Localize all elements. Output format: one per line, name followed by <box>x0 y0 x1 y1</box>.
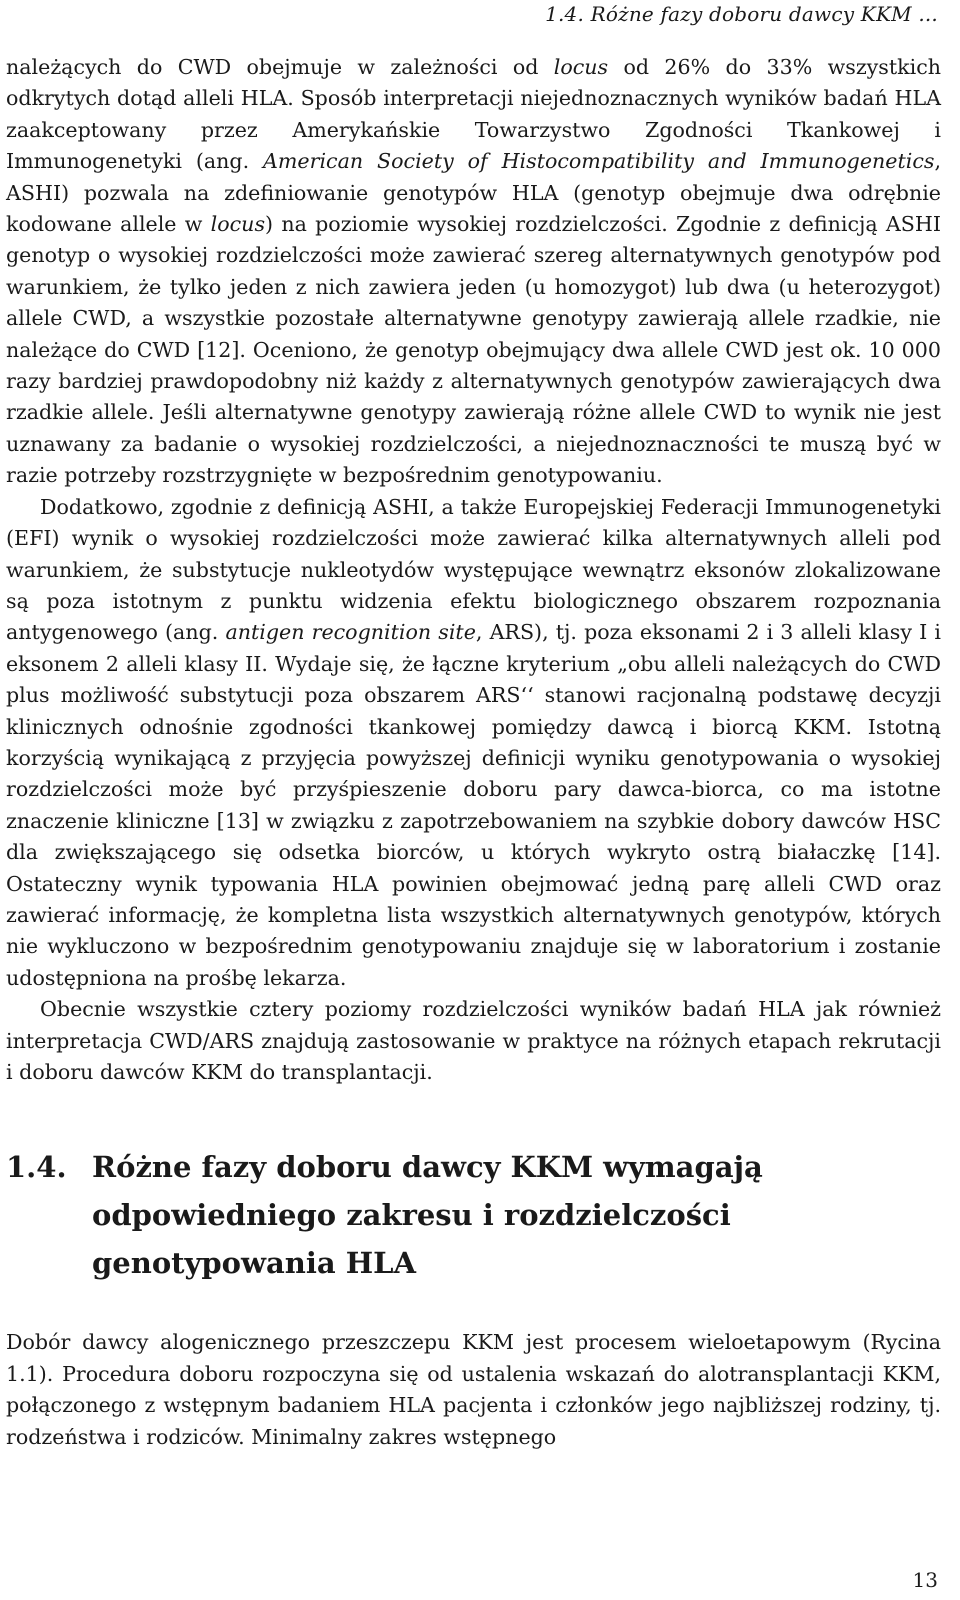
text-run: , ARS), tj. poza eksonami 2 i 3 alleli klasy I i eksonem 2 alleli klasy II. Wydaje się, że łączne kryterium „obu alleli należących do CWD plus możliwość substytucji poza obszarem ARS‘‘ stanowi racjonalną podstawę decyzji klinicznych odnośnie zgodności tkankowej pomiędzy dawcą i biorcą KKM. Istotną korzyścią wynikającą z przyjęcia powyższej definicji wyniku genotypowania o wysokiej rozdzielczości może być przyśpieszenie doboru pary dawca-biorca, co ma istotne znaczenie kliniczne [13] w związku z zapotrzebowaniem na szybkie dobory dawców HSC dla zwiększającego się odsetka biorców, u których wykryto ostrą białaczkę [14]. Ostateczny wynik typowania HLA powinien obejmować jedną parę alleli CWD oraz zawierać informację, że kompletna lista wszystkich alternatywnych genotypów, których nie wykluczono w bezpośrednim genotypowaniu znajduje się w laboratorium i zostanie udostępniona na prośbę lekarza. <box>6 620 941 990</box>
page-number: 13 <box>912 1568 938 1592</box>
section-number: 1.4. <box>6 1150 67 1185</box>
text-run: Dodatkowo, zgodnie z definicją ASHI, a także Europejskiej Federacji Immunogenetyki (EFI) wynik o wysokiej rozdzielczości może zawierać kilka alternatywnych alleli pod warunkiem, że substytucje nukleotydów występujące wewnątrz eksonów zlokalizowane są poza istotnym z punktu widzenia efektu biologicznego obszarem rozpoznania antygenowego (ang. <box>6 494 941 645</box>
paragraph-1 <box>6 52 941 492</box>
italic-term: locus <box>210 212 266 237</box>
running-header: 1.4. Różne fazy doboru dawcy KKM ... <box>545 2 938 26</box>
section-title: Różne fazy doboru dawcy KKM wymagają odpowiedniego zakresu i rozdzielczości genotypowania HLA <box>92 1150 763 1281</box>
italic-term: antigen recognition site <box>225 620 476 645</box>
text-run: od 26% do 33% wszystkich odkrytych dotąd alleli HLA. Sposób interpretacji niejednoznacznych wyników badań HLA zaakceptowany przez Amerykańskie Towarzystwo Zgodności Tkankowej i Immunogenetyki (ang. <box>6 55 942 174</box>
page-body <box>6 52 941 1453</box>
text-run: ) na poziomie wysokiej rozdzielczości. Zgodnie z definicją ASHI genotyp o wysokiej rozdzielczości może zawierać szereg alternatywnych genotypów pod warunkiem, że tylko jeden z nich zawiera jeden (u homozygot) lub dwa (u heterozygot) allele CWD, a wszystkie pozostałe alternatywne genotypy zawierają allele rzadkie, nie należące do CWD [12]. Oceniono, że genotyp obejmujący dwa allele CWD jest ok. 10 000 razy bardziej prawdopodobny niż każdy z alternatywnych genotypów zawierających dwa rzadkie allele. Jeśli alternatywne genotypy zawierają różne allele CWD to wynik nie jest uznawany za badanie o wysokiej rozdzielczości, a niejednoznaczności te muszą być w razie potrzeby rozstrzygnięte w bezpośrednim genotypowaniu. <box>6 212 941 488</box>
text-run: Obecnie wszystkie cztery poziomy rozdzielczości wyników badań HLA jak również interpretacja CWD/ARS znajdują zastosowanie w praktyce na różnych etapach rekrutacji i doboru dawców KKM do transplantacji. <box>6 997 941 1084</box>
text-run: należących do CWD obejmuje w zależności od <box>6 55 554 79</box>
italic-term: locus <box>553 55 609 79</box>
text-run: , ASHI) pozwala na zdefiniowanie genotypów HLA (genotyp obejmuje dwa odrębnie kodowane allele w <box>6 149 941 237</box>
section-heading <box>6 1143 941 1287</box>
paragraph-3 <box>6 994 941 1088</box>
paragraph-2 <box>6 492 941 995</box>
paragraph-4: Dobór dawcy alogenicznego przeszczepu KKM jest procesem wieloetapowym (Rycina 1.1). Procedura doboru rozpoczyna się od ustalenia wskazań do alotransplantacji KKM, połączonego z wstępnym badaniem HLA pacjenta i członków jego najbliższej rodziny, tj. rodzeństwa i rodziców. Minimalny zakres wstępnego <box>6 1330 941 1449</box>
italic-term: American Society of Histocompatibility and Immunogenetics <box>263 149 935 174</box>
